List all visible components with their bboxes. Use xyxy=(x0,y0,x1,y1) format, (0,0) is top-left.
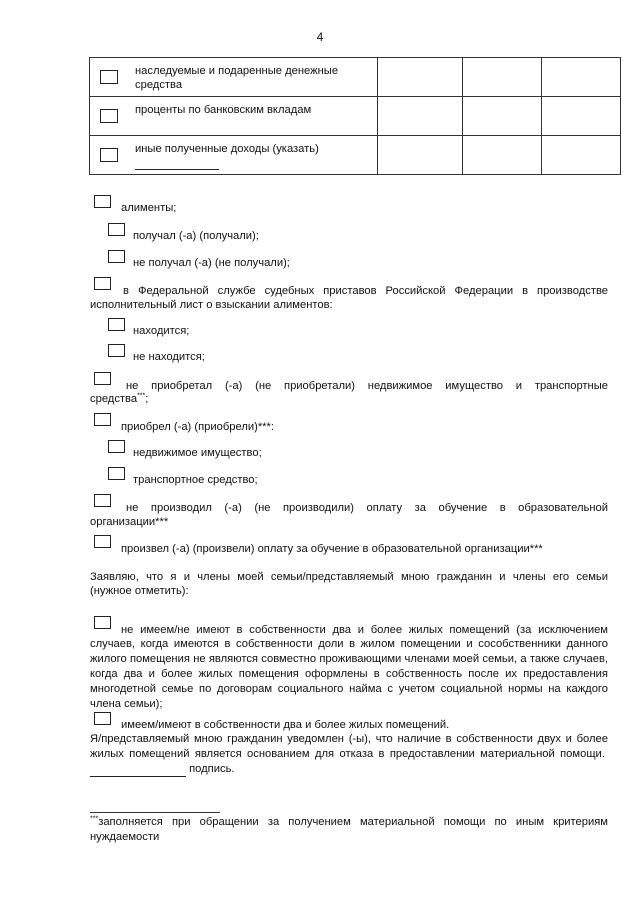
paid-label: произвел (-а) (произвели) оплату за обучение в образовательной организации*** xyxy=(121,543,543,555)
fssp-label-cont: исполнительный лист о взыскании алиментов: xyxy=(90,299,333,311)
not-received-checkbox[interactable] xyxy=(108,250,125,263)
located-label: находится; xyxy=(133,325,190,337)
not-located-checkbox[interactable] xyxy=(108,344,125,357)
notice-text: Я/представляемый мною гражданин уведомлен (-ы), что наличие в собственности двух и более жилых помещений является основанием для отказа в предоставлении материальной помощи. подпись. xyxy=(90,733,608,775)
table-row xyxy=(90,97,621,136)
footnote-ref: *** xyxy=(137,392,146,400)
acquired-label: приобрел (-а) (приобрели)***: xyxy=(121,421,275,433)
not-own-checkbox[interactable] xyxy=(94,616,111,629)
other-income-checkbox[interactable] xyxy=(100,148,118,162)
not-paid-checkbox[interactable] xyxy=(94,494,111,507)
bank-interest-checkbox[interactable] xyxy=(100,109,118,123)
not-paid-label: не производил (-а) (не производили) оплату за обучение в образовательной xyxy=(126,502,608,514)
footnote-mark: *** xyxy=(90,815,99,823)
table-row xyxy=(90,58,621,97)
value-cell[interactable] xyxy=(378,97,463,136)
signature-label: подпись. xyxy=(189,763,235,775)
not-acquired-label: не приобретал (-а) (не приобретали) недвижимое имущество и транспортные xyxy=(126,380,608,392)
received-label: получал (-а) (получали); xyxy=(133,230,259,242)
real-estate-label: недвижимое имущество; xyxy=(133,447,262,459)
value-cell[interactable] xyxy=(542,97,621,136)
own-checkbox[interactable] xyxy=(94,712,111,725)
received-checkbox[interactable] xyxy=(108,223,125,236)
not-own-label: не имеем/не имеют в собственности два и более жилых помещений (за исключением xyxy=(121,624,608,636)
real-estate-checkbox[interactable] xyxy=(108,440,125,453)
value-cell[interactable] xyxy=(378,136,463,175)
income-table xyxy=(89,57,621,175)
own-label: имеем/имеют в собственности два и более жилых помещений. xyxy=(121,719,450,731)
not-located-label: не находится; xyxy=(133,351,205,363)
not-received-label: не получал (-а) (не получали); xyxy=(133,257,290,269)
page-number: 4 xyxy=(316,30,324,44)
declaration-text: Заявляю, что я и члены моей семьи/представляемый мною гражданин и члены его семьи xyxy=(90,571,608,583)
bank-interest-label: проценты по банковским вкладам xyxy=(135,104,312,116)
value-cell[interactable] xyxy=(378,58,463,97)
not-paid-label-cont: организации*** xyxy=(90,516,169,528)
other-income-field[interactable] xyxy=(135,157,219,170)
inherited-funds-label: наследуемые и подаренные денежные средства xyxy=(135,65,339,91)
not-acquired-checkbox[interactable] xyxy=(94,372,111,385)
alimony-label: алименты; xyxy=(121,202,177,214)
declaration-text-cont: (нужное отметить): xyxy=(90,585,189,597)
fssp-checkbox[interactable] xyxy=(94,277,111,290)
paid-checkbox[interactable] xyxy=(94,535,111,548)
value-cell[interactable] xyxy=(542,58,621,97)
value-cell[interactable] xyxy=(463,58,542,97)
value-cell[interactable] xyxy=(542,136,621,175)
vehicle-checkbox[interactable] xyxy=(108,467,125,480)
signature-field[interactable] xyxy=(90,764,186,777)
acquired-checkbox[interactable] xyxy=(94,413,111,426)
footnote-text: заполняется при обращении за получением материальной помощи по иным критериям нуждаемости xyxy=(90,816,608,843)
footnote xyxy=(90,815,608,845)
footnote-divider xyxy=(90,812,220,813)
not-acquired-label-cont: средства xyxy=(90,393,138,405)
fssp-label: в Федеральной службе судебных приставов Российской Федерации в производстве xyxy=(123,285,608,297)
table-row xyxy=(90,136,621,175)
located-checkbox[interactable] xyxy=(108,318,125,331)
other-income-label: иные полученные доходы (указать) xyxy=(135,143,319,155)
value-cell[interactable] xyxy=(463,97,542,136)
not-own-label-cont: случаев, когда имеются в собственности доли в жилом помещении и сособственники данного жилого помещения не являются совместно проживающими членами моей семьи, а также случаев, когда два и более жилых помещения оформлены в собственность после их предоставления многодетной семье по договорам социального найма с учетом социальной нормы на каждого члена семьи); xyxy=(90,638,608,710)
vehicle-label: транспортное средство; xyxy=(133,474,258,486)
alimony-checkbox[interactable] xyxy=(94,195,111,208)
value-cell[interactable] xyxy=(463,136,542,175)
inherited-funds-checkbox[interactable] xyxy=(100,70,118,84)
